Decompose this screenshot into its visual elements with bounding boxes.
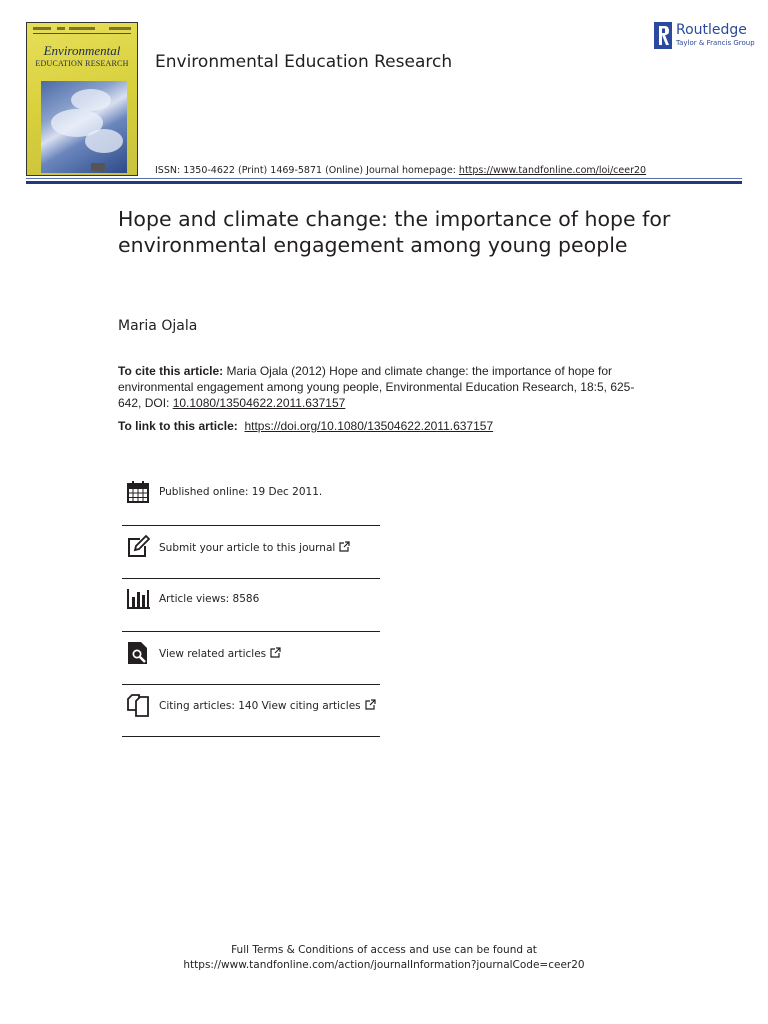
cover-sky-photo: [41, 81, 127, 173]
submit-text: Submit your article to this journal: [159, 542, 336, 554]
routledge-logo: [654, 22, 755, 52]
journal-name: Environmental Education Research: [155, 52, 453, 72]
published-date: Published online: 19 Dec 2011.: [159, 486, 323, 498]
article-views: Article views: 8586: [159, 593, 260, 605]
external-link-icon: [270, 647, 281, 658]
routledge-r-icon: [654, 22, 672, 49]
related-articles-link[interactable]: [159, 647, 281, 660]
article-title: Hope and climate change: the importance of hope for environmental engagement among young people: [118, 207, 671, 257]
cite-label: To cite this article:: [118, 364, 224, 378]
issn-text: ISSN: 1350-4622 (Print) 1469-5871 (Online) Journal homepage:: [155, 165, 459, 176]
submit-row[interactable]: [122, 535, 380, 587]
calendar-icon: [126, 480, 150, 504]
publisher-group: Taylor & Francis Group: [676, 39, 755, 47]
link-label: To link to this article:: [118, 419, 238, 433]
citing-articles-link[interactable]: [159, 699, 376, 712]
external-link-icon: [365, 699, 376, 710]
terms-footer: [0, 943, 768, 973]
citing-text: Citing articles: 140 View citing articles: [159, 700, 361, 712]
citation-block: [118, 363, 638, 411]
article-author: Maria Ojala: [118, 318, 198, 334]
row-divider: [122, 578, 380, 579]
copy-documents-icon: [126, 693, 150, 717]
related-text: View related articles: [159, 648, 267, 660]
terms-line: Full Terms & Conditions of access and use can be found at: [231, 944, 537, 956]
doi-link[interactable]: 10.1080/13504622.2011.637157: [172, 396, 346, 410]
external-link-icon: [339, 541, 350, 552]
terms-url[interactable]: https://www.tandfonline.com/action/journalInformation?journalCode=ceer20: [183, 959, 585, 971]
document-search-icon: [126, 641, 150, 665]
row-divider: [122, 684, 380, 685]
related-row[interactable]: [122, 641, 380, 693]
publisher-name: Routledge: [676, 22, 747, 38]
cover-header-band: [33, 27, 131, 34]
edit-icon: [126, 535, 150, 559]
row-divider: [122, 631, 380, 632]
cover-publisher-logo: [91, 163, 105, 171]
citing-row[interactable]: [122, 693, 380, 745]
row-divider: [122, 525, 380, 526]
article-link-line: [118, 419, 493, 433]
header-rule-thick: [26, 181, 742, 184]
cover-title: Environmental: [43, 43, 121, 58]
row-divider: [122, 736, 380, 737]
journal-homepage-link[interactable]: https://www.tandfonline.com/loi/ceer20: [458, 165, 647, 176]
bar-chart-icon: [126, 587, 150, 611]
header-rule-thin: [26, 178, 742, 179]
article-doi-url[interactable]: https://doi.org/10.1080/13504622.2011.637157: [244, 419, 494, 433]
journal-cover-image: [26, 22, 138, 176]
cover-subtitle: EDUCATION RESEARCH: [35, 59, 129, 68]
issn-line: [155, 165, 646, 176]
submit-link[interactable]: [159, 541, 350, 554]
cite-text: Maria Ojala (2012) Hope and climate change: the importance of hope for environmental engagement among young people, Environmental Education Research, 18:5, 625-642, DOI:: [118, 364, 635, 410]
